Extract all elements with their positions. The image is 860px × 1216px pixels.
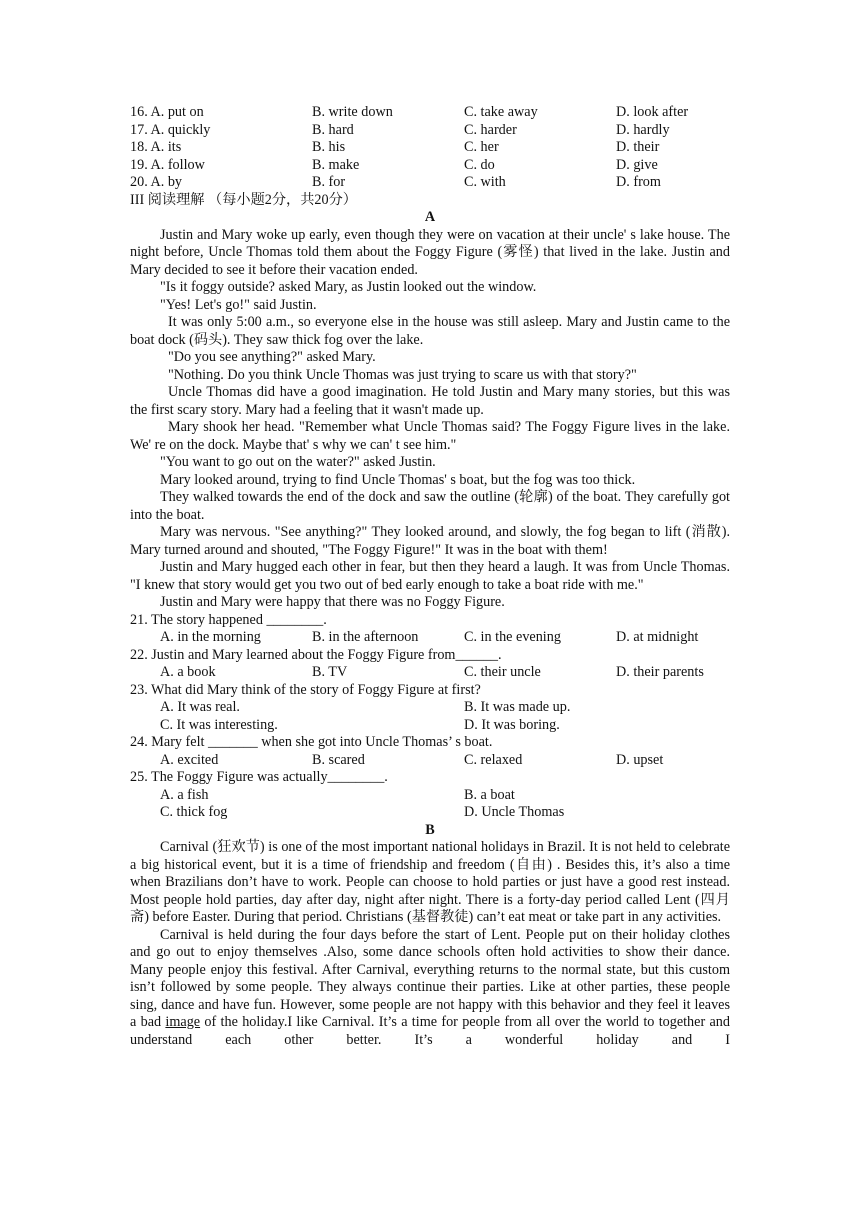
paragraph: Uncle Thomas did have a good imagination. He told Justin and Mary many stories, but this was the first scary story. Mary had a feeling that it wasn't made up. [130, 384, 730, 418]
option-a: 17. A. quickly [130, 121, 211, 138]
option-b: B. write down [312, 104, 393, 120]
option-b: B. It was made up. [464, 699, 571, 715]
option-a: A. a fish [160, 786, 209, 803]
option-d: D. their parents [616, 664, 704, 680]
paragraph: "Is it foggy outside? asked Mary, as Justin looked out the window. [160, 279, 537, 295]
question-options [130, 804, 730, 822]
paragraph: Justin and Mary were happy that there was no Foggy Figure. [160, 594, 505, 610]
option-b: B. scared [312, 751, 365, 768]
option-b: B. his [312, 139, 346, 155]
paragraph-text: Carnival is held during the four days before the start of Lent. People put on their holiday clothes and go out to enjoy themselves .Also, some dance schools often hold activities to show their dance. Many people enjoy this festival. After Carnival, everything returns to the normal state, but this custom isn’t followed by some people. They always continue their parties. Like at other parties, these people sing, dance and have fun. However, some people are not happy with this behavior and they feel it leaves a bad [130, 926, 730, 1030]
option-c: C. thick fog [160, 804, 228, 820]
option-a: A. It was real. [160, 699, 240, 715]
question-stem: 24. Mary felt _______ when she got into Uncle Thomas’ s boat. [130, 734, 493, 750]
option-a: A. in the morning [160, 629, 261, 645]
option-b: B. a boat [464, 786, 515, 803]
question-stem: 22. Justin and Mary learned about the Foggy Figure from______. [130, 646, 502, 663]
paragraph: Carnival (狂欢节) is one of the most important national holidays in Brazil. It is not held to celebrate a big historical event, but it is a time of friendship and freedom (自由) . Besides this, it’s also a time when Brazilians don’t have to work. People can choose to hold parties or just have a good rest instead. Most people hold parties, day after day, night after night. There is a forty-day period called Lent (四月斋) before Easter. During that period. Christians (基督教徒) can’t eat meat or take part in any activities. [130, 839, 730, 925]
paragraph [130, 927, 730, 1050]
option-d: D. It was boring. [464, 716, 560, 733]
option-c: C. relaxed [464, 751, 523, 768]
option-c: C. do [464, 156, 495, 173]
option-a: A. excited [160, 751, 219, 768]
option-d: D. at midnight [616, 629, 699, 645]
question-options [130, 787, 730, 805]
option-a: 18. A. its [130, 139, 182, 155]
option-d: D. upset [616, 751, 664, 768]
option-a: A. a book [160, 664, 216, 680]
question-stem: 23. What did Mary think of the story of Foggy Figure at first? [130, 681, 481, 698]
option-c: C. her [464, 139, 499, 155]
option-d: D. their [616, 139, 660, 155]
page-content [130, 104, 730, 1049]
option-b: B. hard [312, 121, 354, 138]
paragraph: Justin and Mary woke up early, even though they were on vacation at their uncle' s lake house. The night before, Uncle Thomas told them about the Foggy Figure (雾怪) that lived in the lake. Justin and Mary decided to see it before their vacation ended. [130, 226, 730, 278]
option-c: C. their uncle [464, 664, 541, 680]
option-c: C. harder [464, 121, 517, 138]
option-c: C. in the evening [464, 629, 561, 645]
cloze-option-row [130, 139, 730, 157]
option-b: B. TV [312, 664, 348, 680]
passage-b-label: B [425, 821, 435, 838]
paragraph: Mary looked around, trying to find Uncle Thomas' s boat, but the fog was too thick. [160, 471, 636, 488]
underlined-word: image [165, 1014, 201, 1030]
option-a: 16. A. put on [130, 104, 204, 120]
option-b: B. in the afternoon [312, 629, 419, 645]
option-a: 19. A. follow [130, 156, 205, 173]
question-options [130, 717, 730, 735]
cloze-option-row [130, 157, 730, 175]
paragraph: "Nothing. Do you think Uncle Thomas was just trying to scare us with that story?" [168, 366, 637, 383]
option-d: D. look after [616, 104, 689, 120]
section-heading: III 阅读理解 （每小题2分，共20分） [130, 191, 357, 208]
cloze-option-row [130, 104, 730, 122]
option-d: D. from [616, 174, 661, 190]
question-options [130, 629, 730, 647]
paragraph: "Do you see anything?" asked Mary. [168, 349, 376, 365]
question-options [130, 664, 730, 682]
cloze-option-row [130, 174, 730, 192]
option-d: D. Uncle Thomas [464, 804, 565, 820]
paragraph: They walked towards the end of the dock and saw the outline (轮廓) of the boat. They carefully got into the boat. [130, 489, 730, 523]
question-stem: 21. The story happened ________. [130, 611, 327, 628]
option-b: B. make [312, 156, 360, 173]
paragraph-text: of the holiday.I like Carnival. It’s a time for people from all over the world to together and understand each other better. It’s a wonderful holiday and I [130, 1014, 730, 1048]
option-b: B. for [312, 174, 346, 190]
option-d: D. hardly [616, 121, 670, 138]
paragraph: "Yes! Let's go!" said Justin. [160, 296, 317, 313]
question-options [130, 752, 730, 770]
paragraph: It was only 5:00 a.m., so everyone else in the house was still asleep. Mary and Justin came to the boat dock (码头). They saw thick fog over the lake. [130, 314, 730, 348]
passage-a-label: A [424, 209, 436, 225]
paragraph: "You want to go out on the water?" asked Justin. [160, 454, 436, 470]
option-a: 20. A. by [130, 174, 183, 190]
option-c: C. with [464, 174, 506, 190]
option-c: C. It was interesting. [160, 716, 278, 733]
cloze-option-row [130, 122, 730, 140]
paragraph: Justin and Mary hugged each other in fear, but then they heard a laugh. It was from Uncle Thomas. "I knew that story would get you two out of bed early enough to take a boat ride with me." [130, 559, 730, 593]
option-c: C. take away [464, 104, 538, 120]
paragraph: Mary shook her head. "Remember what Uncle Thomas said? The Foggy Figure lives in the lake. We' re on the dock. Maybe that' s why we can' t see him." [130, 419, 730, 453]
question-options [130, 699, 730, 717]
option-d: D. give [616, 156, 658, 173]
question-stem: 25. The Foggy Figure was actually________. [130, 769, 388, 785]
paragraph: Mary was nervous. "See anything?" They looked around, and slowly, the fog began to lift (消散). Mary turned around and shouted, "The Foggy Figure!" It was in the boat with them! [130, 524, 730, 558]
